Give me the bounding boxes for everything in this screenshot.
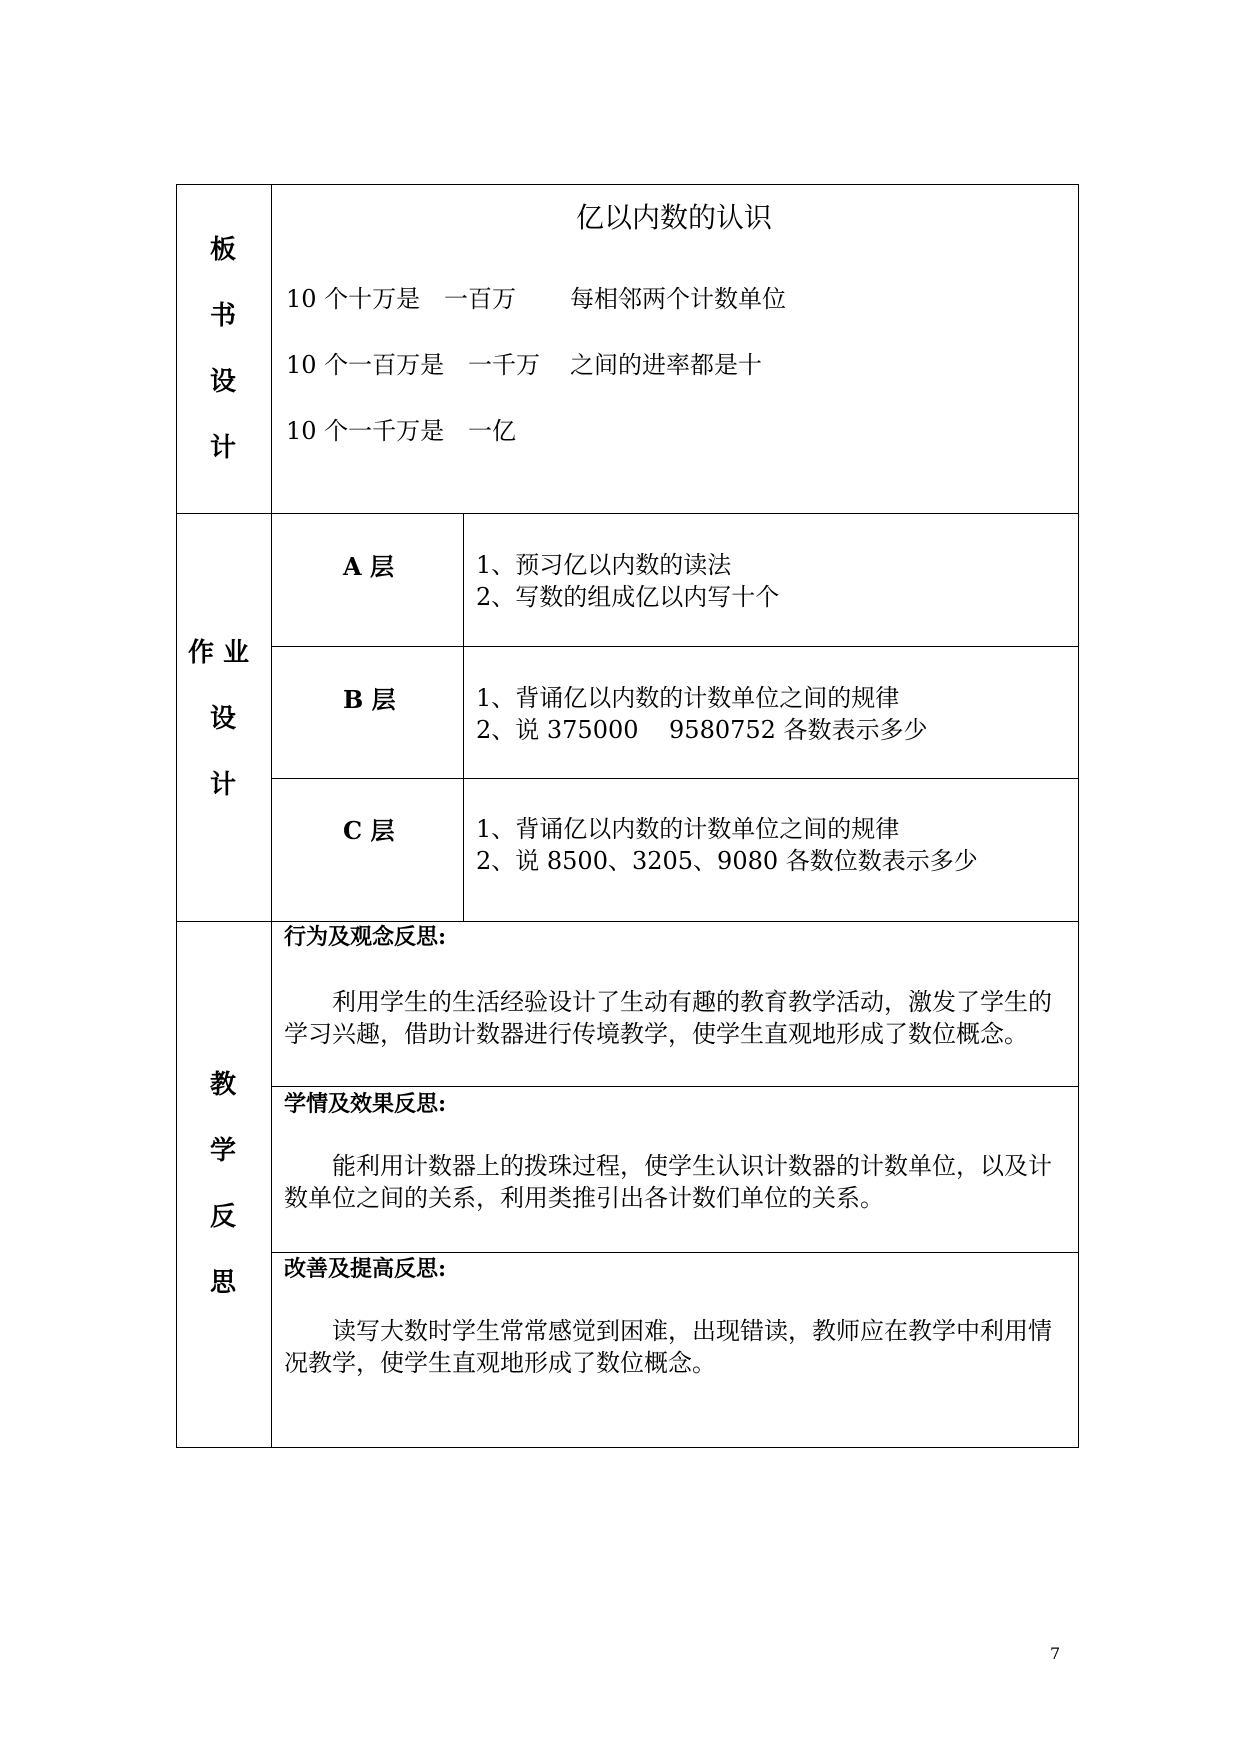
table-divider bbox=[271, 1252, 1079, 1253]
reflection-heading: 行为及观念反思: bbox=[284, 924, 447, 950]
reflection-label-char: 学 bbox=[210, 1136, 237, 1166]
board-label-char: 计 bbox=[210, 433, 237, 463]
board-line-mid: 一千万 bbox=[468, 351, 540, 379]
table-divider bbox=[463, 513, 464, 921]
table-divider bbox=[271, 1086, 1079, 1087]
table-divider bbox=[271, 184, 272, 1448]
reflection-label-char: 思 bbox=[210, 1268, 237, 1298]
board-line-left: 10 个十万是 bbox=[286, 285, 421, 313]
homework-label-char: 设 bbox=[210, 704, 237, 734]
board-line-right: 每相邻两个计数单位 bbox=[570, 285, 786, 313]
reflection-heading: 改善及提高反思: bbox=[284, 1256, 447, 1282]
table-divider bbox=[271, 646, 1079, 647]
board-label-char: 板 bbox=[210, 235, 237, 265]
page-number: 7 bbox=[1050, 1644, 1061, 1663]
board-label-char: 设 bbox=[210, 367, 237, 397]
homework-level-name: B 层 bbox=[343, 685, 396, 714]
homework-item: 1、背诵亿以内数的计数单位之间的规律 bbox=[476, 684, 900, 712]
board-title: 亿以内数的认识 bbox=[576, 201, 773, 234]
board-line-mid: 一亿 bbox=[468, 417, 516, 445]
homework-label-char: 计 bbox=[210, 770, 237, 800]
homework-item: 1、背诵亿以内数的计数单位之间的规律 bbox=[476, 815, 900, 843]
reflection-body: 能利用计数器上的拨珠过程，使学生认识计数器的计数单位，以及计数单位之间的关系，利用类推引出各计数们单位的关系。 bbox=[284, 1152, 1052, 1212]
homework-level-name: A 层 bbox=[343, 552, 394, 581]
homework-item: 1、预习亿以内数的读法 bbox=[476, 551, 732, 579]
table-divider bbox=[176, 513, 1079, 514]
reflection-label-char: 教 bbox=[210, 1070, 237, 1100]
table-divider bbox=[271, 778, 1079, 779]
board-line-mid: 一百万 bbox=[444, 285, 516, 313]
table-divider bbox=[176, 921, 1079, 922]
reflection-body: 读写大数时学生常常感觉到困难，出现错读，教师应在教学中利用情况教学，使学生直观地形成了数位概念。 bbox=[284, 1317, 1052, 1377]
board-label-char: 书 bbox=[210, 301, 237, 331]
reflection-heading: 学情及效果反思: bbox=[284, 1091, 447, 1117]
homework-label-char: 作 业 bbox=[188, 638, 250, 668]
homework-item: 2、说 375000 9580752 各数表示多少 bbox=[476, 716, 928, 744]
board-line-left: 10 个一百万是 bbox=[286, 351, 445, 379]
board-line-right: 之间的进率都是十 bbox=[570, 351, 762, 379]
reflection-body: 利用学生的生活经验设计了生动有趣的教育教学活动，激发了学生的学习兴趣，借助计数器进行传境教学，使学生直观地形成了数位概念。 bbox=[284, 988, 1052, 1048]
homework-item: 2、说 8500、3205、9080 各数位数表示多少 bbox=[476, 847, 978, 875]
homework-level-name: C 层 bbox=[343, 816, 395, 845]
board-line-left: 10 个一千万是 bbox=[286, 417, 445, 445]
reflection-label-char: 反 bbox=[210, 1202, 237, 1232]
homework-item: 2、写数的组成亿以内写十个 bbox=[476, 583, 780, 611]
